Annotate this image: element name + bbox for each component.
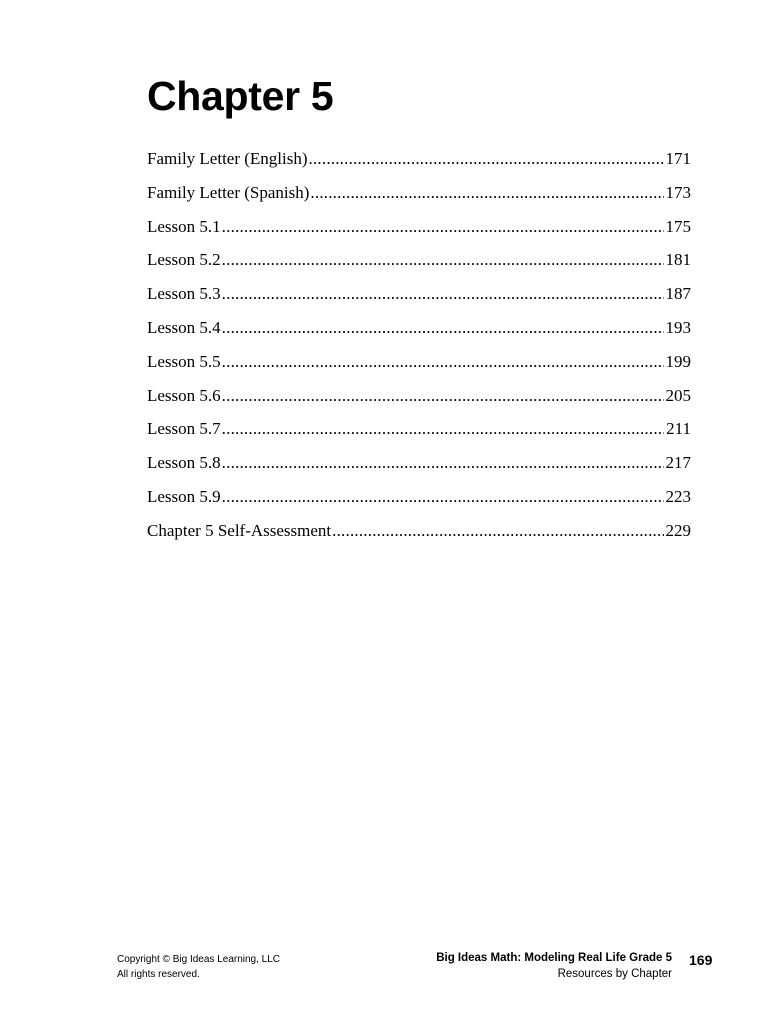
dot-leader	[222, 314, 664, 342]
toc-entry-lesson-5-7[interactable]	[147, 415, 691, 449]
toc-entry-label: Chapter 5 Self-Assessment	[147, 520, 332, 540]
dot-leader	[222, 449, 664, 477]
toc-entry-label: Family Letter (English)	[147, 149, 308, 168]
toc-entry-label: Lesson 5.1	[147, 216, 221, 236]
toc-entry-label: Lesson 5.4	[147, 317, 221, 337]
toc-entry-lesson-5-6[interactable]	[147, 382, 691, 416]
dot-leader	[222, 213, 664, 241]
toc-entry-lesson-5-3[interactable]	[147, 280, 691, 314]
toc-entry-page: 223	[665, 486, 691, 506]
toc-entry-page: 181	[665, 250, 691, 270]
dot-leader	[222, 415, 664, 443]
toc-entry-family-letter-english[interactable]	[147, 145, 691, 179]
toc-entry-lesson-5-2[interactable]	[147, 246, 691, 280]
toc-entry-label: Family Letter (Spanish)	[147, 182, 310, 202]
toc-entry-page: 229	[665, 520, 691, 540]
footer-book-info	[436, 950, 672, 982]
book-subtitle: Resources by Chapter	[557, 968, 672, 980]
dot-leader	[222, 382, 664, 410]
dot-leader	[309, 145, 664, 173]
footer-copyright	[117, 952, 280, 982]
dot-leader	[222, 348, 664, 376]
toc-entry-label: Lesson 5.8	[147, 453, 221, 473]
toc-entry-self-assessment[interactable]	[147, 517, 691, 551]
book-title: Big Ideas Math: Modeling Real Life Grade 5	[436, 952, 672, 964]
table-of-contents	[147, 145, 691, 551]
toc-entry-lesson-5-1[interactable]	[147, 213, 691, 247]
toc-entry-page: 217	[665, 453, 691, 473]
dot-leader	[310, 179, 663, 207]
toc-entry-lesson-5-8[interactable]	[147, 449, 691, 483]
copyright-text: Copyright © Big Ideas Learning, LLC	[117, 954, 281, 965]
toc-entry-page: 187	[665, 284, 691, 304]
toc-entry-lesson-5-9[interactable]	[147, 483, 691, 517]
page-number: 169	[689, 952, 713, 968]
toc-entry-page: 175	[665, 216, 691, 236]
toc-entry-family-letter-spanish[interactable]	[147, 179, 691, 213]
rights-text: All rights reserved.	[117, 969, 200, 980]
toc-entry-page: 171	[665, 149, 691, 168]
toc-entry-label: Lesson 5.6	[147, 385, 221, 405]
toc-entry-label: Lesson 5.7	[147, 419, 221, 439]
toc-entry-page: 193	[665, 317, 691, 337]
toc-entry-page: 199	[665, 351, 691, 371]
toc-entry-label: Lesson 5.5	[147, 351, 221, 371]
toc-entry-label: Lesson 5.2	[147, 250, 221, 270]
toc-entry-lesson-5-5[interactable]	[147, 348, 691, 382]
toc-entry-label: Lesson 5.9	[147, 486, 221, 506]
dot-leader	[222, 246, 664, 274]
toc-entry-page: 211	[666, 419, 691, 439]
dot-leader	[222, 280, 664, 308]
dot-leader	[222, 483, 664, 511]
toc-entry-page: 173	[665, 182, 691, 202]
dot-leader	[332, 517, 663, 545]
toc-entry-page: 205	[665, 385, 691, 405]
toc-entry-label: Lesson 5.3	[147, 284, 221, 304]
toc-entry-lesson-5-4[interactable]	[147, 314, 691, 348]
chapter-title: Chapter 5	[147, 73, 334, 119]
